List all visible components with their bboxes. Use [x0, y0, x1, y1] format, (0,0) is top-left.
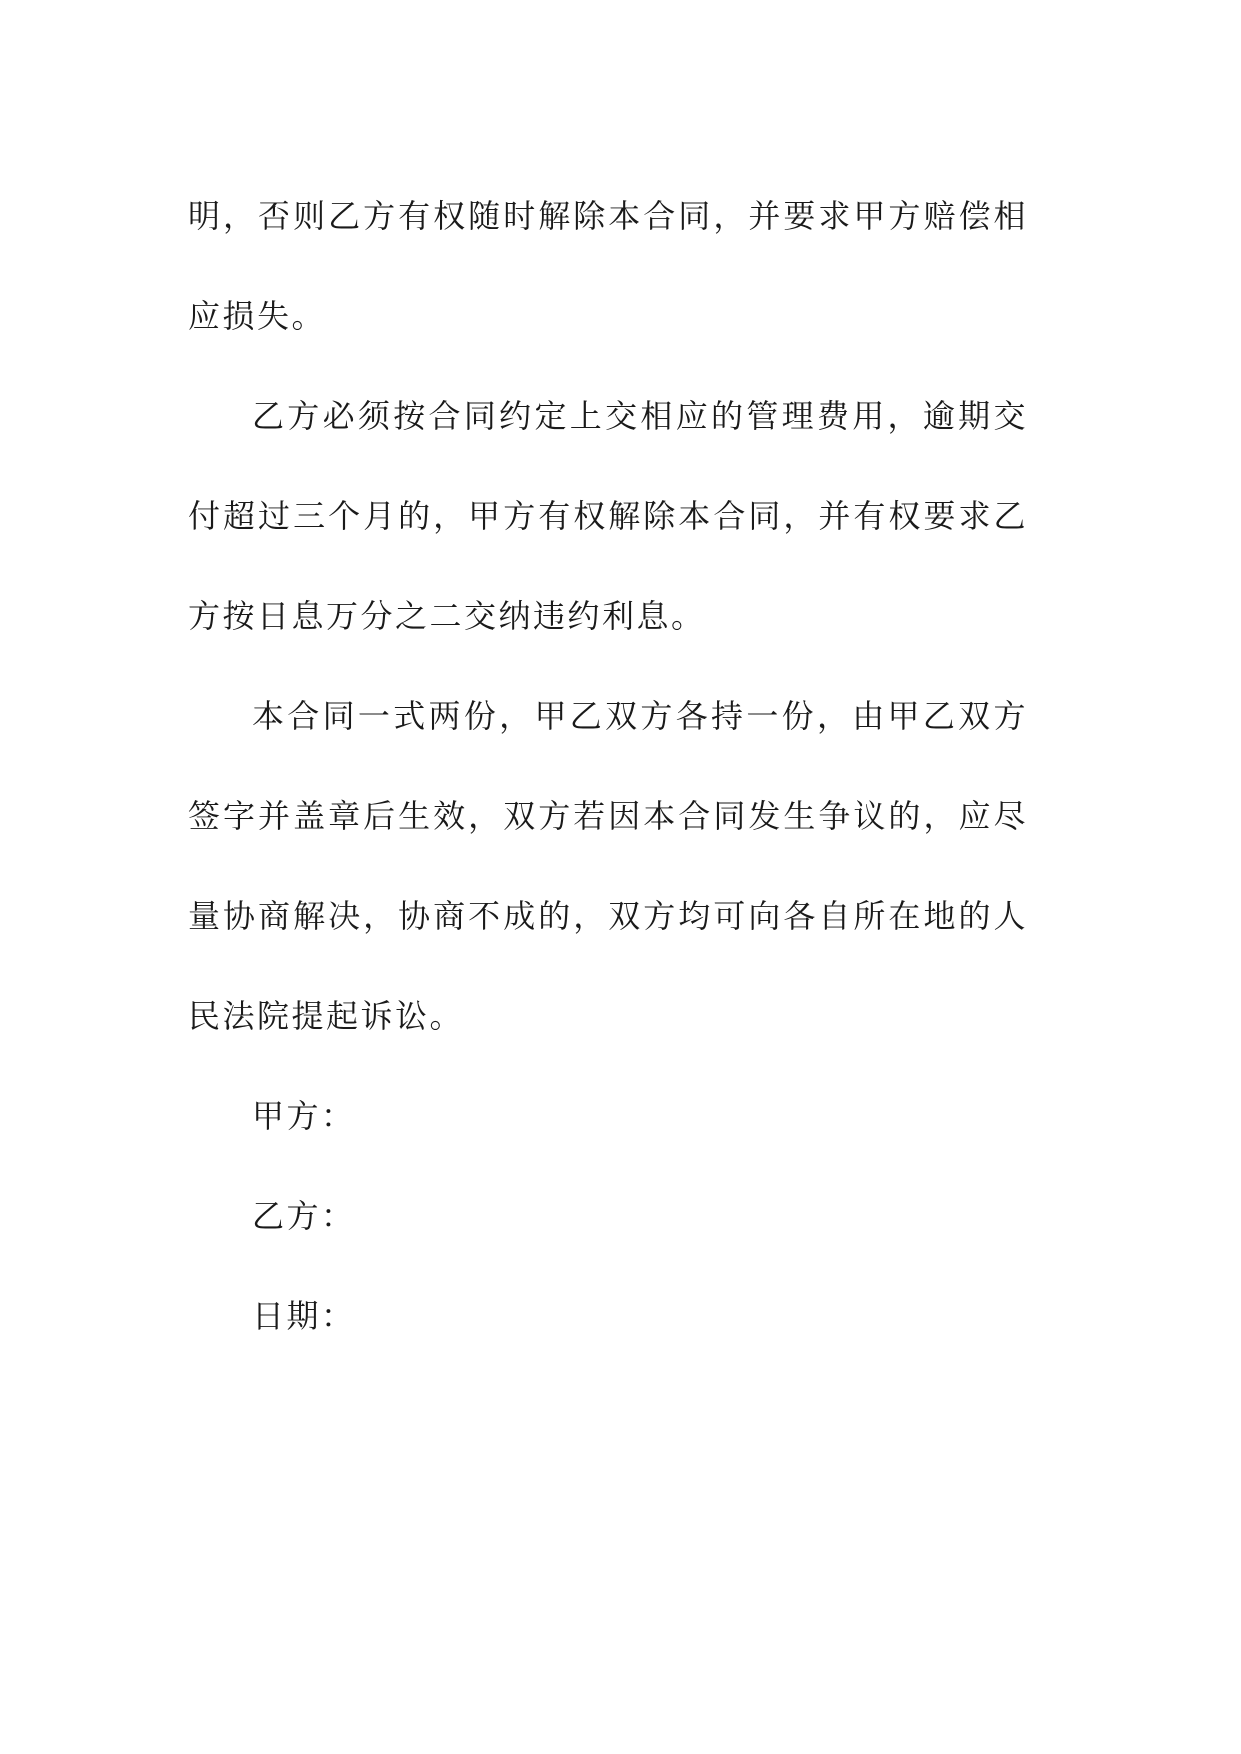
party-a-signature-label: 甲方：: [252, 1097, 356, 1135]
party-b-signature-label: 乙方：: [252, 1197, 356, 1235]
document-body: [188, 166, 1028, 1366]
paragraph-management-fee: 乙方必须按合同约定上交相应的管理费用，逾期交付超过三个月的，甲方有权解除本合同，并有权要求乙方按日息万分之二交纳违约利息。: [188, 397, 1028, 635]
paragraph-termination-continued: 明，否则乙方有权随时解除本合同，并要求甲方赔偿相应损失。: [188, 197, 1028, 335]
paragraph-contract-copies-disputes: 本合同一式两份，甲乙双方各持一份，由甲乙双方签字并盖章后生效，双方若因本合同发生争议的，应尽量协商解决，协商不成的，双方均可向各自所在地的人民法院提起诉讼。: [188, 697, 1028, 1035]
date-label: 日期：: [252, 1297, 356, 1335]
